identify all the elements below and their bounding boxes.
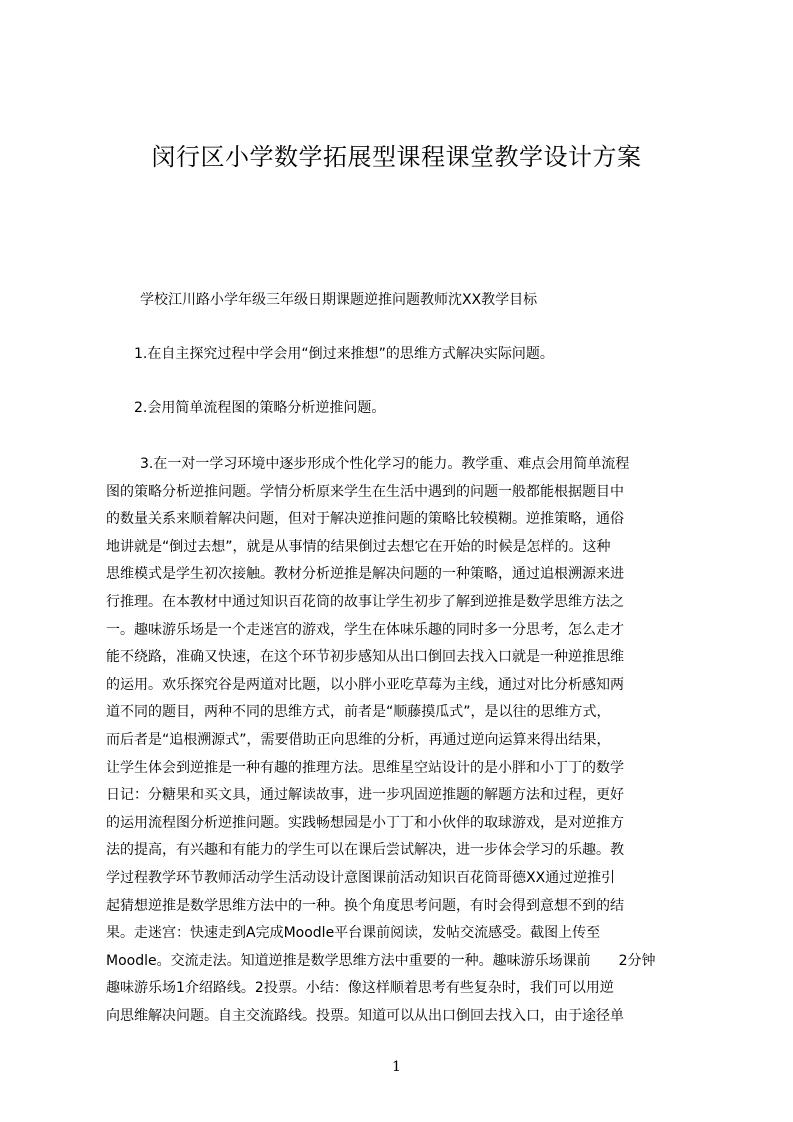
- body-line: 能不绕路，准确又快速，在这个环节初步感知从出口倒回去找入口就是一种逆推思维: [106, 649, 624, 666]
- body-line: 的运用。欢乐探究谷是两道对比题，以小胖小亚吃草莓为主线，通过对比分析感知两: [106, 676, 624, 693]
- body-line: 的数量关系来顺着解决问题，但对于解决逆推问题的策略比较模糊。逆推策略，通俗: [106, 511, 624, 528]
- body-line: 思维模式是学生初次接触。教材分析逆推是解决问题的一种策略，通过追根溯源来进: [106, 566, 624, 583]
- page-number: 1: [392, 1059, 401, 1075]
- objective-2: 2.会用简单流程图的策略分析逆推问题。: [134, 400, 386, 416]
- body-line: Moodle。交流走法。知道逆推是数学思维方法中重要的一种。趣味游乐场课前 2分钟: [106, 952, 656, 969]
- body-line: 向思维解决问题。自主交流路线。投票。知道可以从出口倒回去找入口，由于途径单: [106, 1007, 624, 1024]
- body-line: 3.在一对一学习环境中逐步形成个性化学习的能力。教学重、难点会用简单流程: [140, 456, 630, 472]
- body-line: 一。趣味游乐场是一个走迷宫的游戏，学生在体味乐趣的同时多一分思考，怎么走才: [106, 621, 624, 638]
- body-line: 法的提高，有兴趣和有能力的学生可以在课后尝试解决，进一步体会学习的乐趣。教: [106, 842, 624, 859]
- body-paragraph: [106, 451, 706, 1030]
- document-title: 闵行区小学数学拓展型课程课堂教学设计方案: [151, 143, 642, 171]
- objective-1: 1.在自主探究过程中学会用“倒过来推想”的思维方式解决实际问题。: [134, 346, 554, 362]
- body-line: 起猜想逆推是数学思维方法中的一种。换个角度思考问题，有时会得到意想不到的结: [106, 897, 624, 914]
- body-line: 趣味游乐场1介绍路线。2投票。小结：像这样顺着思考有些复杂时，我们可以用逆: [106, 980, 614, 997]
- body-line: 日记：分糖果和买文具，通过解读故事，进一步巩固逆推题的解题方法和过程，更好: [106, 787, 624, 804]
- body-line: 果。走迷宫：快速走到A完成Moodle平台课前阅读，发帖交流感受。截图上传至: [106, 925, 601, 942]
- body-line: 学过程教学环节教师活动学生活动设计意图课前活动知识百花筒哥德XX通过逆推引: [106, 869, 616, 886]
- body-line: 而后者是“追根溯源式”，需要借助正向思维的分析，再通过逆向运算来得出结果，: [106, 731, 611, 748]
- body-line: 行推理。在本教材中通过知识百花筒的故事让学生初步了解到逆推是数学思维方法之: [106, 593, 624, 610]
- body-line: 图的策略分析逆推问题。学情分析原来学生在生活中遇到的问题一般都能根据题目中: [106, 483, 624, 500]
- body-line: 道不同的题目，两种不同的思维方式，前者是“顺藤摸瓜式”，是以往的思维方式，: [106, 704, 611, 721]
- body-line: 地讲就是“倒过去想”，就是从事情的结果倒过去想它在开始的时候是怎样的。这种: [106, 538, 611, 555]
- body-line: 的运用流程图分析逆推问题。实践畅想园是小丁丁和小伙伴的取球游戏，是对逆推方: [106, 814, 624, 831]
- body-line: 让学生体会到逆推是一种有趣的推理方法。思维星空站设计的是小胖和小丁丁的数学: [106, 759, 624, 776]
- lesson-info-line: 学校江川路小学年级三年级日期课题逆推问题教师沈XX教学目标: [140, 292, 538, 308]
